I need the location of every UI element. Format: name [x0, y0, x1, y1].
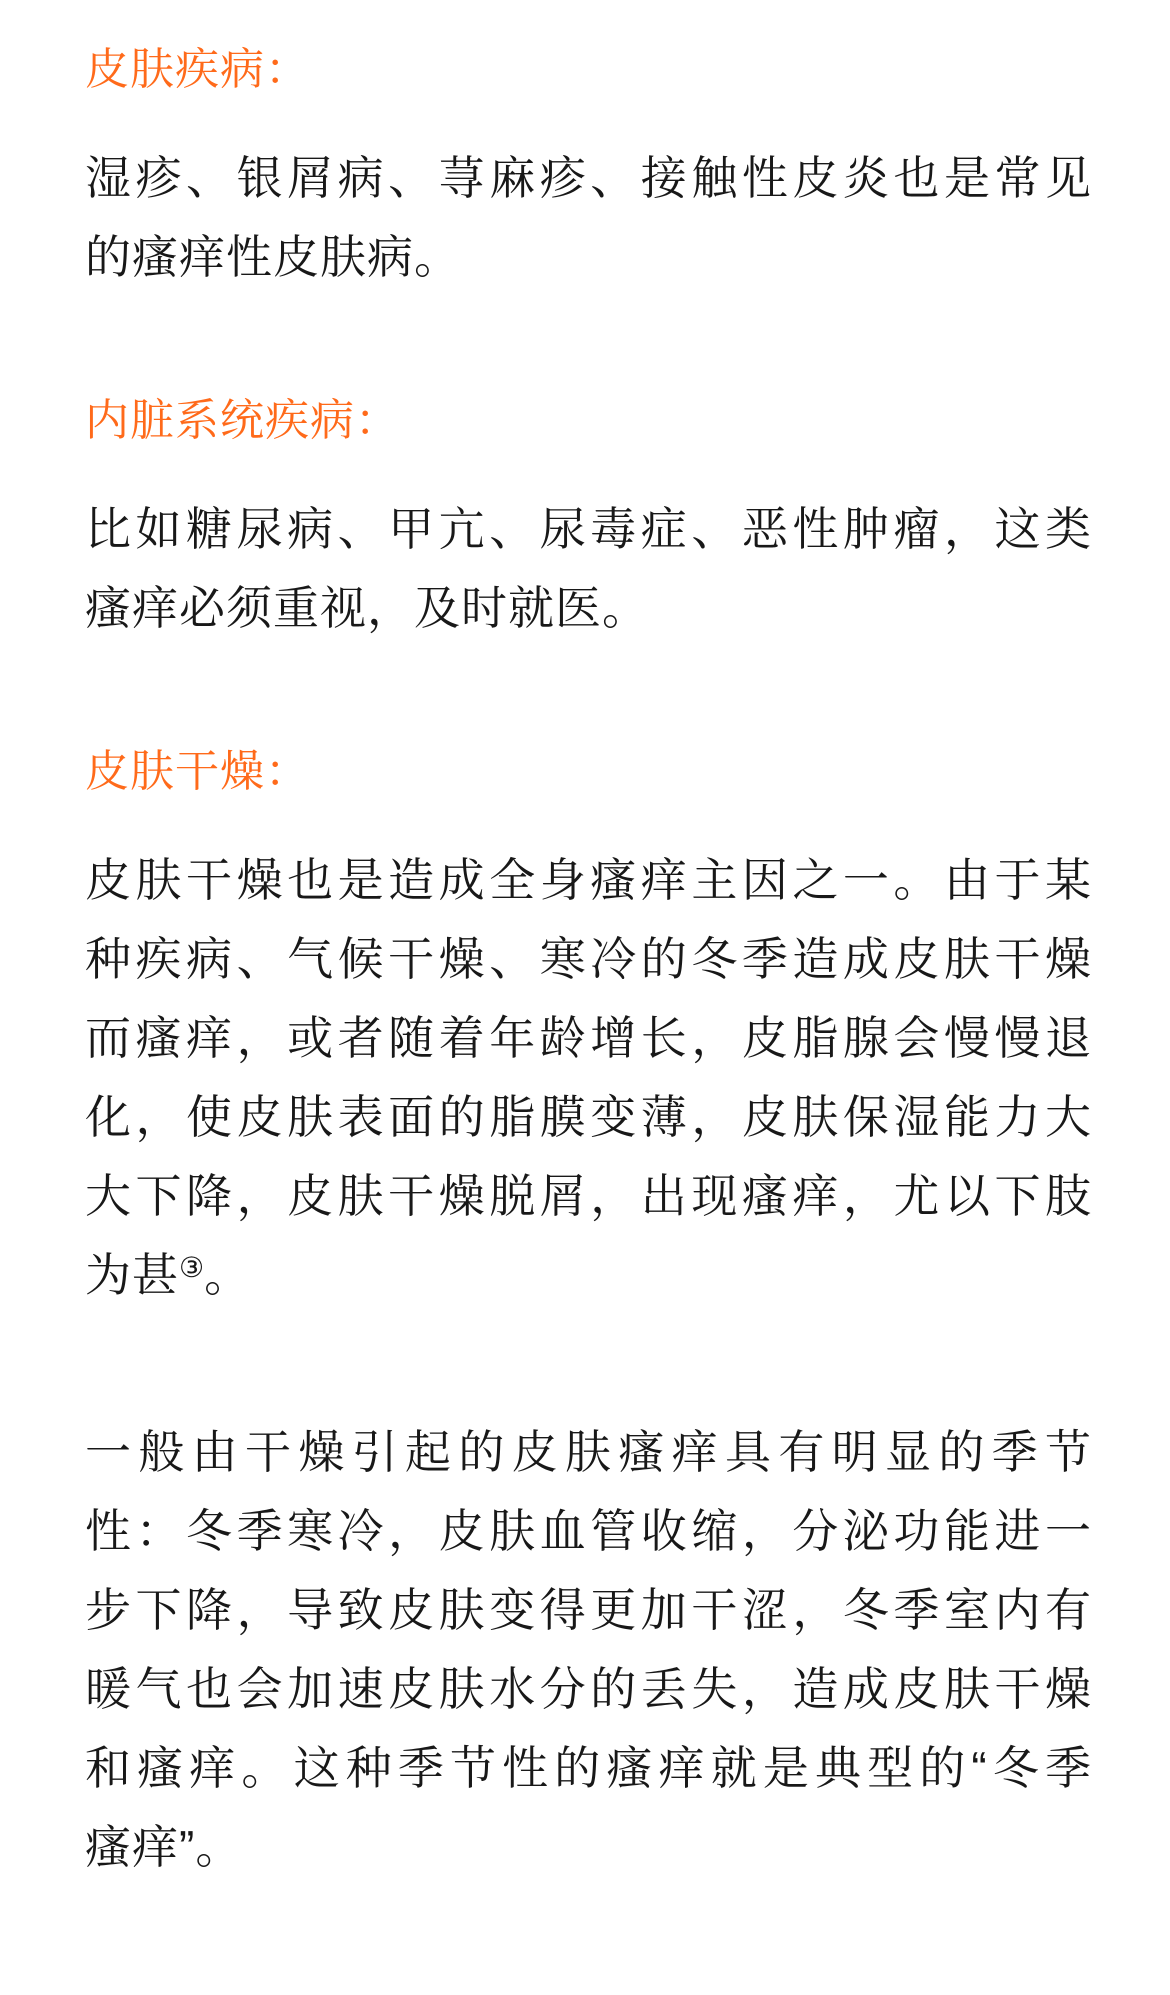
text-line: 步下降，导致皮肤变得更加干涩，冬季室内有: [85, 1584, 1092, 1636]
text-line: 的瘙痒性皮肤病。: [85, 231, 461, 283]
text-line: 湿疹、银屑病、荨麻疹、接触性皮炎也是常见: [85, 152, 1092, 204]
text-line: 一般由干燥引起的皮肤瘙痒具有明显的季节: [85, 1426, 1092, 1478]
text-line: 暖气也会加速皮肤水分的丢失，造成皮肤干燥: [85, 1663, 1092, 1715]
article-body: [0, 39, 1170, 1956]
section-heading: 皮肤干燥：: [85, 747, 310, 796]
text-segment: 为甚: [85, 1249, 179, 1301]
paragraph: [85, 841, 1092, 1315]
text-line: 性：冬季寒冷，皮肤血管收缩，分泌功能进一: [85, 1505, 1092, 1557]
article-section: [85, 39, 1092, 297]
text-line: 比如糖尿病、甲亢、尿毒症、恶性肿瘤，这类: [85, 503, 1092, 555]
text-line: 皮肤干燥也是造成全身瘙痒主因之一。由于某: [85, 854, 1092, 906]
text-line: 瘙痒”。: [85, 1821, 243, 1873]
text-line: [85, 1236, 1092, 1315]
article-section: [85, 741, 1092, 1887]
text-line: 大下降，皮肤干燥脱屑，出现瘙痒，尤以下肢: [85, 1170, 1092, 1222]
paragraph: [85, 490, 1092, 648]
paragraph: [85, 139, 1092, 297]
text-segment: 。: [204, 1249, 252, 1301]
section-heading: 内脏系统疾病：: [85, 396, 400, 445]
text-line: 瘙痒必须重视，及时就医。: [85, 582, 649, 634]
text-line: 和瘙痒。这种季节性的瘙痒就是典型的“冬季: [85, 1742, 1092, 1794]
text-line: 化，使皮肤表面的脂膜变薄，皮肤保湿能力大: [85, 1091, 1092, 1143]
text-line: 种疾病、气候干燥、寒冷的冬季造成皮肤干燥: [85, 933, 1092, 985]
article-section: [85, 390, 1092, 648]
footnote-ref: ③: [179, 1252, 205, 1283]
text-line: 而瘙痒，或者随着年龄增长，皮脂腺会慢慢退: [85, 1012, 1092, 1064]
section-heading: 皮肤疾病：: [85, 45, 310, 94]
paragraph: [85, 1413, 1092, 1887]
